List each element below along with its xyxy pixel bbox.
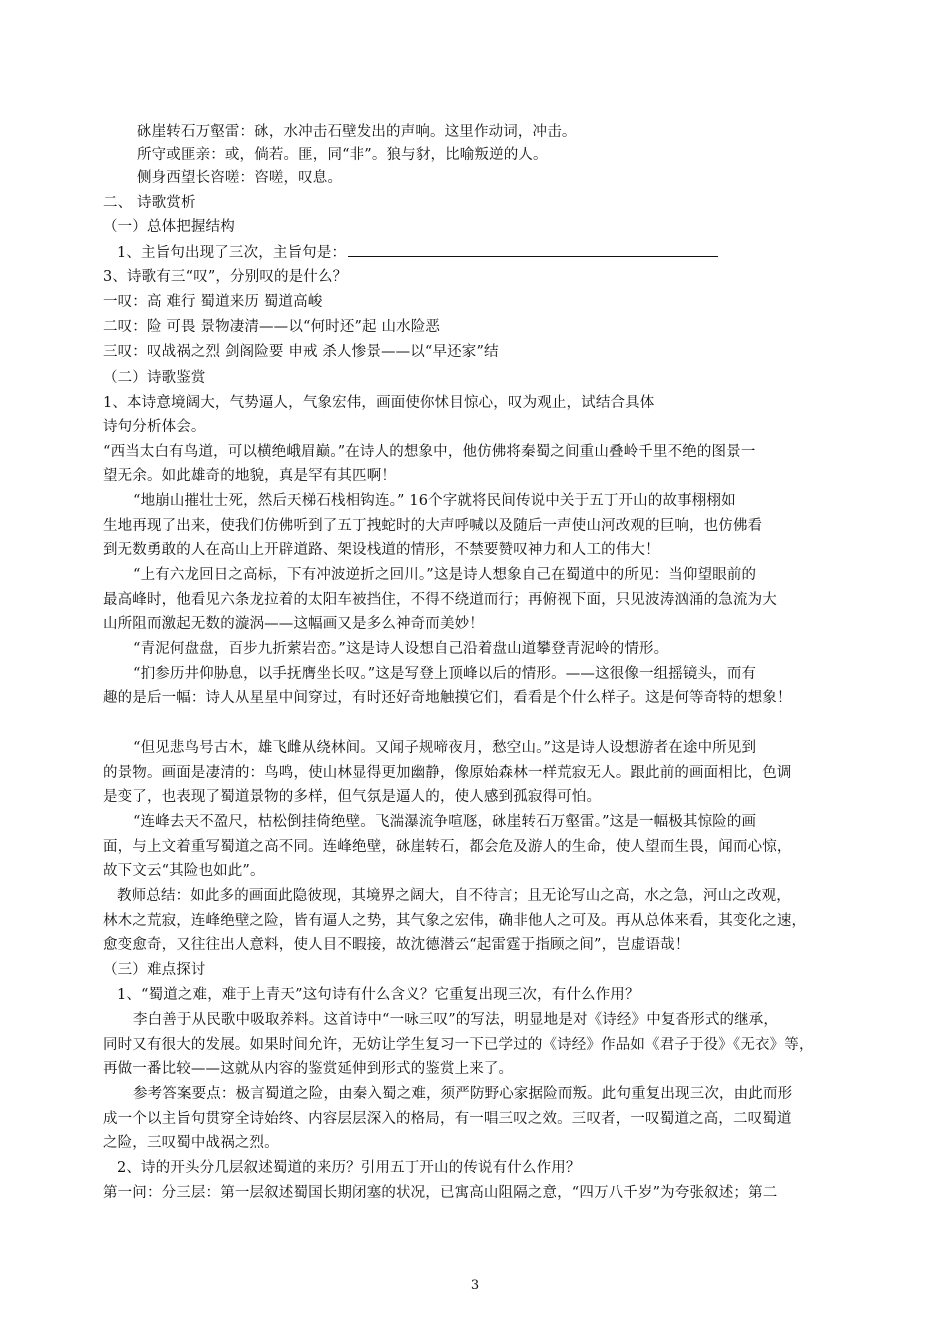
line-text: 诗句分析体会。 bbox=[103, 419, 206, 435]
text-line bbox=[103, 590, 777, 610]
line-text: 最高峰时，他看见六条龙拉着的太阳车被挡住，不得不绕道而行；再俯视下面，只见波涛汹涌的急流为大 bbox=[103, 592, 777, 608]
text-line bbox=[103, 1183, 777, 1203]
text-line bbox=[103, 688, 792, 708]
line-text: 所守或匪亲：或，倘若。匪，同“非”。狼与豺，比喻叛逆的人。 bbox=[137, 147, 548, 163]
line-text: 生地再现了出来，使我们仿佛听到了五丁拽蛇时的大声呼喊以及随后一声使山河改观的巨响，也仿佛看 bbox=[103, 518, 763, 534]
line-text: 1、主旨句出现了三次，主旨句是： bbox=[117, 245, 347, 261]
text-line bbox=[103, 442, 755, 462]
text-line bbox=[133, 639, 668, 659]
text-line bbox=[103, 292, 322, 312]
text-line bbox=[133, 812, 756, 832]
line-text: 到无数勇敢的人在高山上开辟道路、架设栈道的情形，不禁要赞叹神力和人工的伟大！ bbox=[103, 542, 660, 558]
page-number: 3 bbox=[470, 1278, 480, 1293]
line-text: 望无余。如此雄奇的地貌，真是罕有其匹啊！ bbox=[103, 468, 396, 484]
text-line bbox=[103, 540, 660, 560]
text-line bbox=[103, 935, 689, 955]
text-line bbox=[137, 168, 342, 188]
line-text: 3、诗歌有三“叹”，分别叹的是什么？ bbox=[103, 269, 348, 285]
text-line bbox=[133, 491, 736, 511]
text-line bbox=[103, 763, 792, 783]
line-text: （三）难点探讨 bbox=[103, 962, 206, 978]
text-line bbox=[117, 886, 791, 906]
line-text: 成一个以主旨句贯穿全诗始终、内容层层深入的格局，有一唱三叹之效。三叹者，一叹蜀道之高，二叹蜀道 bbox=[103, 1111, 792, 1127]
line-text: 是变了，也表现了蜀道景物的多样，但气氛是逼人的，使人感到孤寂得可怕。 bbox=[103, 789, 602, 805]
line-text: 第一问：分三层：第一层叙述蜀国长期闭塞的状况，已寓高山阻隔之意，“四万八千岁”为夸张叙述；第二 bbox=[103, 1185, 778, 1201]
line-text: “上有六龙回日之高标，下有冲波逆折之回川。”这是诗人想象自己在蜀道中的所见：当仰望眼前的 bbox=[133, 567, 757, 583]
line-text: 再做一番比较——这就从内容的鉴赏延伸到形式的鉴赏上来了。 bbox=[103, 1061, 514, 1077]
text-line bbox=[117, 242, 718, 263]
line-text: “但见悲鸟号古木，雄飞雌从绕林间。又闻子规啼夜月，愁空山。”这是诗人设想游者在途中所见到 bbox=[133, 740, 757, 756]
text-line bbox=[103, 466, 396, 486]
line-text: 趣的是后一幅：诗人从星星中间穿过，有时还好奇地触摸它们，看看是个什么样子。这是何等奇特的想象！ bbox=[103, 690, 792, 706]
text-line bbox=[103, 516, 762, 536]
line-text: 同时又有很大的发展。如果时间允许，无妨让学生复习一下已学过的《诗经》作品如《君子于役》《无衣》等， bbox=[103, 1037, 814, 1053]
line-text: 侧身西望长咨嗟：咨嗟，叹息。 bbox=[137, 170, 343, 186]
text-line bbox=[117, 985, 640, 1005]
line-text: 2、诗的开头分几层叙述蜀道的来历？引用五丁开山的传说有什么作用？ bbox=[117, 1160, 581, 1176]
line-text: “扪参历井仰胁息，以手抚膺坐长叹。”这是写登上顶峰以后的情形。——这很像一组摇镜头，而有 bbox=[133, 666, 757, 682]
line-text: 三叹：叹战祸之烈 剑阁险要 申戒 杀人惨景——以“早还家”结 bbox=[103, 344, 499, 360]
line-text: （一）总体把握结构 bbox=[103, 219, 235, 235]
line-text: 参考答案要点：极言蜀道之险，由秦入蜀之难，须严防野心家据险而叛。此句重复出现三次，由此而形 bbox=[133, 1086, 793, 1102]
text-line bbox=[103, 1059, 513, 1079]
text-line bbox=[133, 565, 756, 585]
line-text: 二、 诗歌赏析 bbox=[103, 195, 196, 211]
line-text: 二叹：险 可畏 景物凄清——以“何时还”起 山水险恶 bbox=[103, 319, 441, 335]
line-text: 砯崖转石万壑雷：砯，水冲击石壁发出的声响。这里作动词，冲击。 bbox=[137, 124, 577, 140]
line-text: “连峰去天不盈尺，枯松倒挂倚绝壁。飞湍瀑流争喧豗，砯崖转石万壑雷。”这是一幅极其惊险的画 bbox=[133, 814, 757, 830]
text-line bbox=[103, 787, 601, 807]
line-text: 故下文云“其险也如此”。 bbox=[103, 863, 265, 879]
text-line bbox=[103, 911, 806, 931]
text-line bbox=[103, 1109, 792, 1129]
line-text: 之险，三叹蜀中战祸之烈。 bbox=[103, 1135, 279, 1151]
line-text: “地崩山摧壮士死，然后天梯石栈相钩连。” 16个字就将民间传说中关于五丁开山的故事栩栩如 bbox=[133, 493, 736, 509]
text-line bbox=[103, 1035, 814, 1055]
text-line bbox=[133, 1010, 778, 1030]
text-line bbox=[103, 837, 792, 857]
line-text: “青泥何盘盘，百步九折萦岩峦。”这是诗人设想自己沿着盘山道攀登青泥岭的情形。 bbox=[133, 641, 669, 657]
text-line bbox=[103, 342, 499, 362]
line-text: 李白善于从民歌中吸取养料。这首诗中“一咏三叹”的写法，明显地是对《诗经》中复沓形式的继承， bbox=[133, 1012, 779, 1028]
text-line bbox=[103, 417, 206, 437]
text-line bbox=[103, 861, 265, 881]
text-line bbox=[103, 614, 484, 634]
line-text: 1、“蜀道之难，难于上青天”这句诗有什么含义？它重复出现三次，有什么作用？ bbox=[117, 987, 640, 1003]
text-line bbox=[103, 193, 196, 213]
line-text: 愈变愈奇，又往往出人意料，使人目不暇接，故沈德潜云“起雷霆于指顾之间”，岂虚语哉！ bbox=[103, 937, 690, 953]
text-line bbox=[117, 1158, 581, 1178]
text-line bbox=[133, 1084, 792, 1104]
text-line bbox=[103, 1133, 279, 1153]
line-text: 山所阻而激起无数的漩涡——这幅画又是多么神奇而美妙！ bbox=[103, 616, 484, 632]
line-text: 的景物。画面是凄清的：鸟鸣，使山林显得更加幽静，像原始森林一样荒寂无人。跟此前的画面相比，色调 bbox=[103, 765, 792, 781]
fill-in-blank bbox=[348, 242, 718, 257]
text-line bbox=[103, 393, 654, 413]
text-line bbox=[103, 317, 440, 337]
text-line bbox=[133, 738, 756, 758]
text-line bbox=[103, 368, 206, 388]
text-line bbox=[137, 122, 577, 142]
text-line bbox=[103, 960, 206, 980]
line-text: 面，与上文着重写蜀道之高不同。连峰绝壁，砯崖转石，都会危及游人的生命，使人望而生畏，闻而心惊， bbox=[103, 839, 792, 855]
line-text: 一叹：高 难行 蜀道来历 蜀道高峻 bbox=[103, 294, 323, 310]
line-text: （二）诗歌鉴赏 bbox=[103, 370, 206, 386]
text-line bbox=[103, 267, 347, 287]
text-line bbox=[103, 217, 235, 237]
line-text: 1、本诗意境阔大，气势逼人，气象宏伟，画面使你怵目惊心，叹为观止，试结合具体 bbox=[103, 395, 655, 411]
line-text: 林木之荒寂，连峰绝壁之险，皆有逼人之势，其气象之宏伟，确非他人之可及。再从总体来看，其变化之速， bbox=[103, 913, 807, 929]
text-line bbox=[137, 145, 548, 165]
text-line bbox=[133, 664, 756, 684]
line-text: 教师总结：如此多的画面此隐彼现，其境界之阔大，自不待言；且无论写山之高，水之急，河山之改观， bbox=[117, 888, 791, 904]
line-text: “西当太白有鸟道，可以横绝峨眉巅。”在诗人的想象中，他仿佛将秦蜀之间重山叠岭千里不绝的图景一 bbox=[103, 444, 756, 460]
